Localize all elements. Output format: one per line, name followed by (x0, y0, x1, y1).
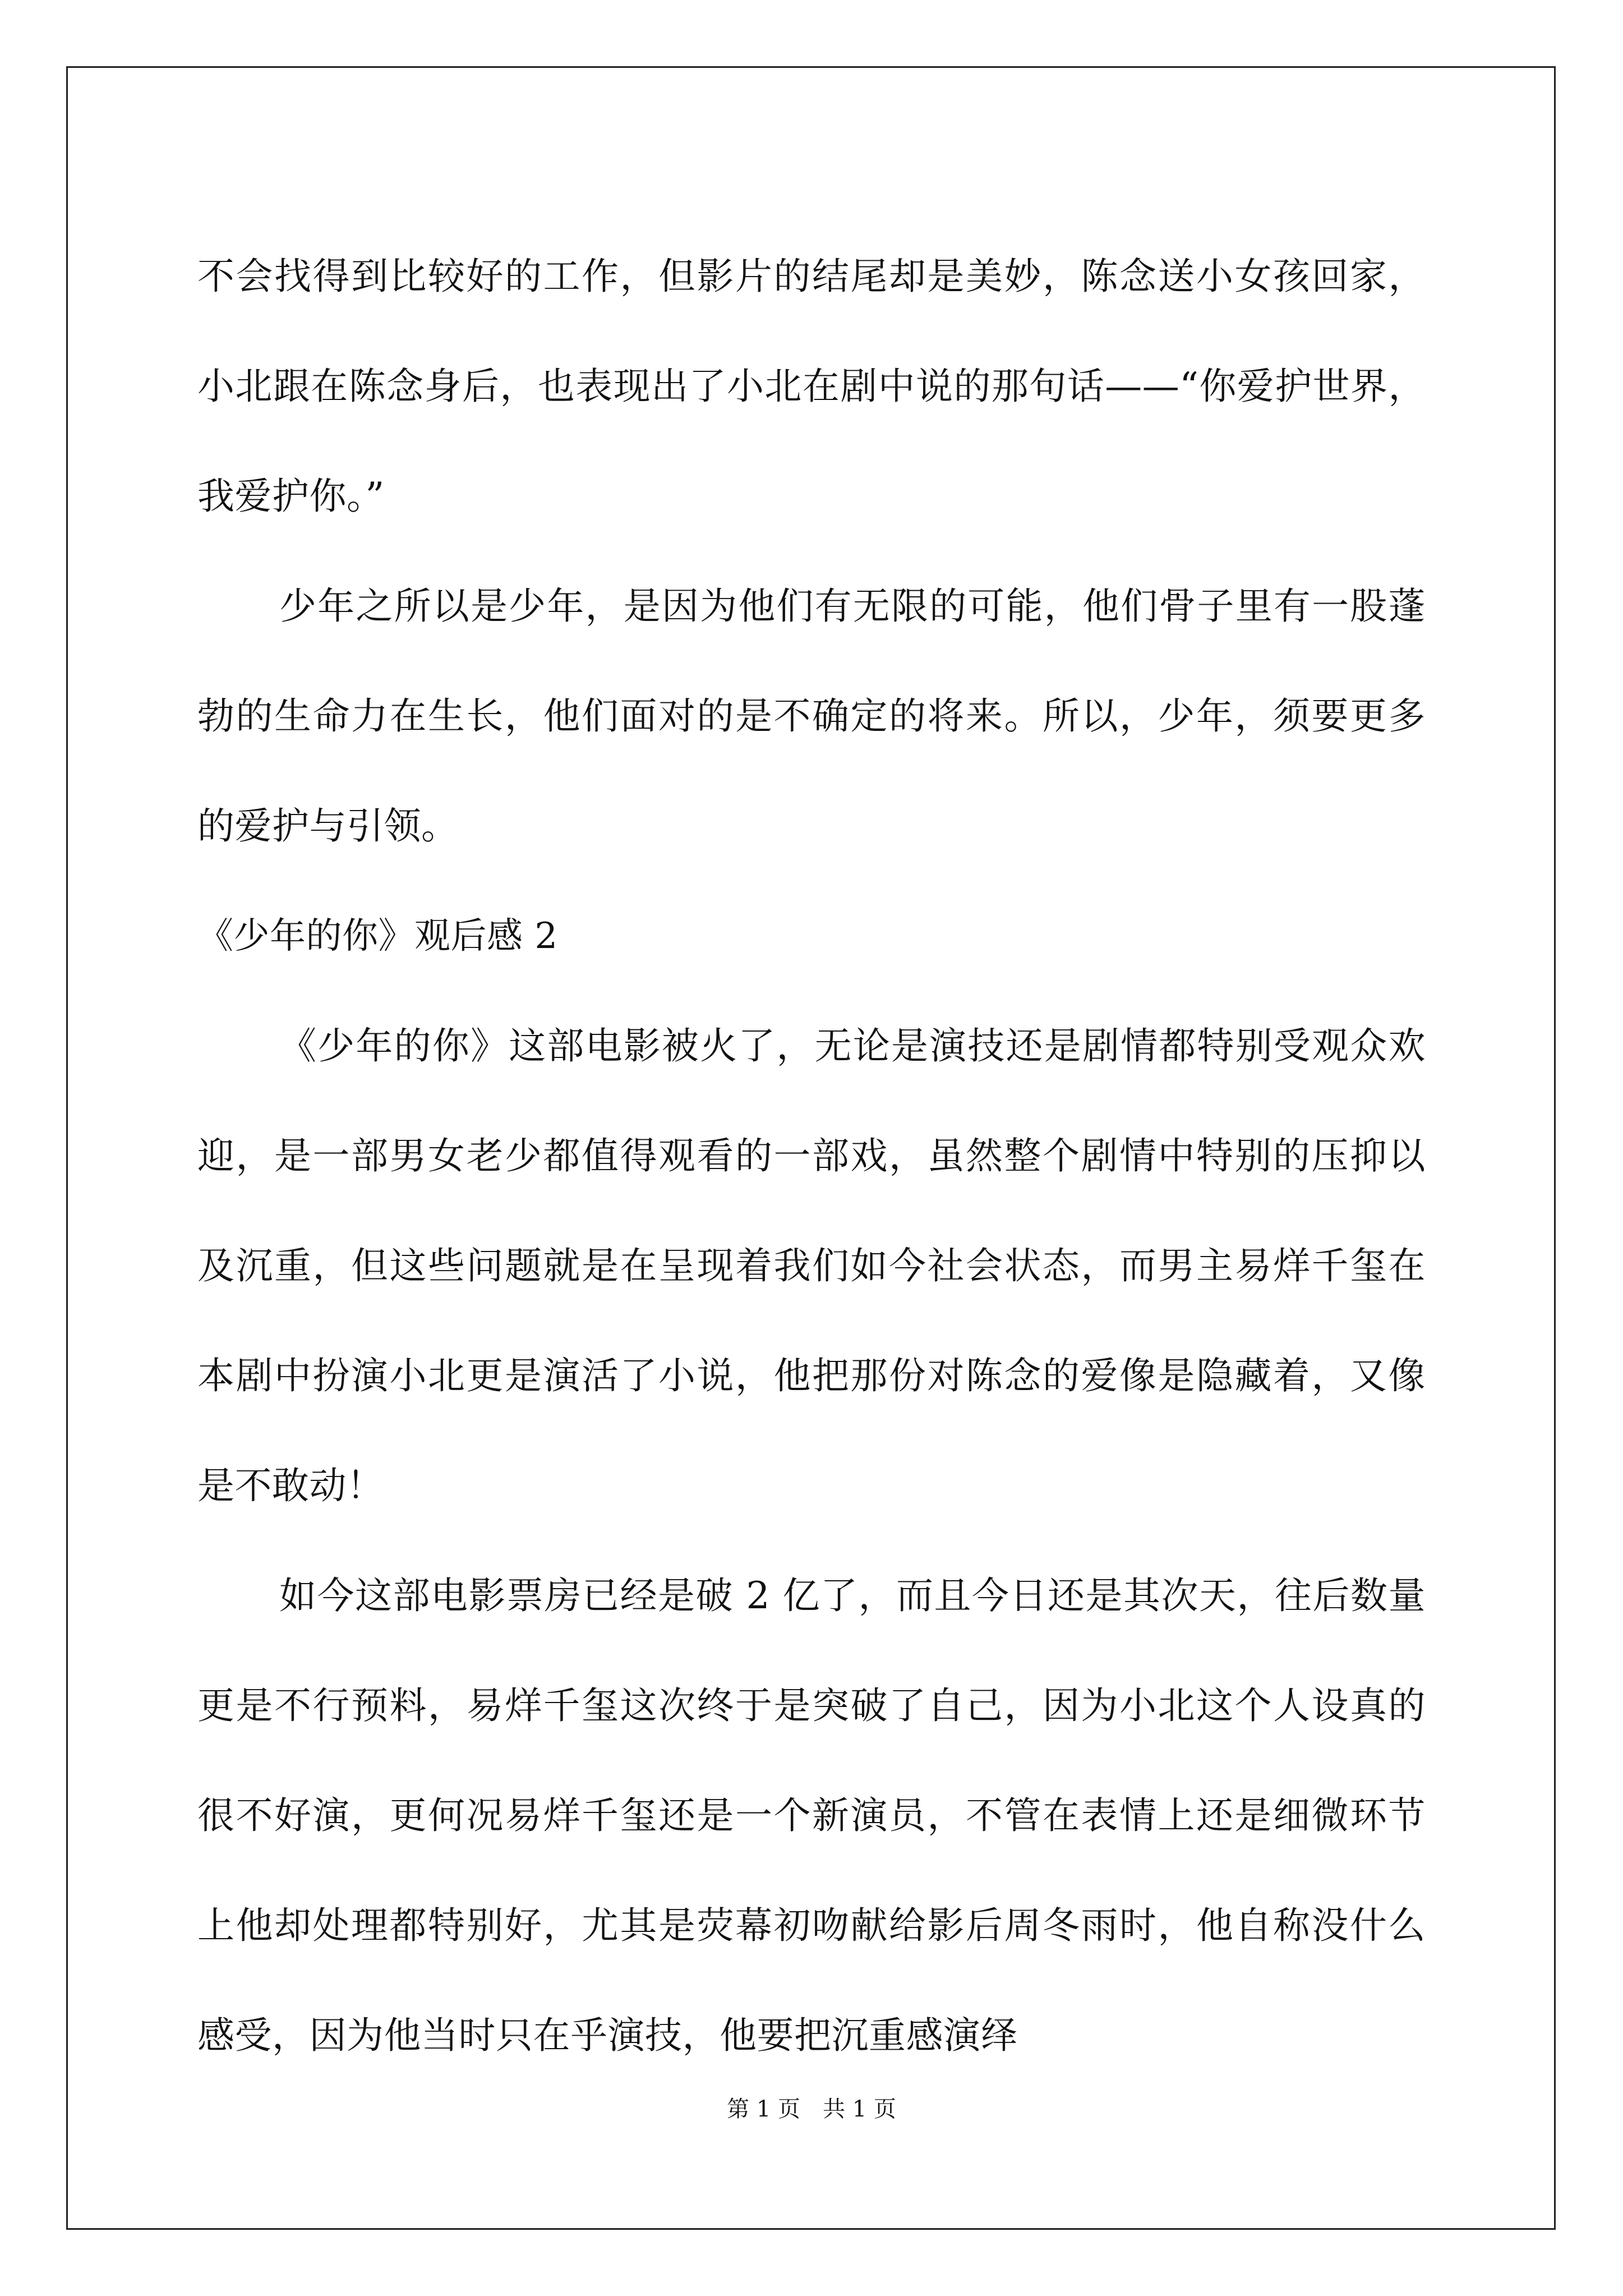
paragraph-4: 如今这部电影票房已经是破 2 亿了，而且今日还是其次天，往后数量更是不行预料，易烊千玺这次终于是突破了自己，因为小北这个人设真的很不好演，更何况易烊千玺还是一个新演员，不管在表情上还是细微环节上他却处理都特别好，尤其是荧幕初吻献给影后周冬雨时，他自称没什么感受，因为他当时只在乎演技，他要把沉重感演绎 (197, 1574, 1426, 2057)
paragraph-2: 少年之所以是少年，是因为他们有无限的可能，他们骨子里有一股蓬勃的生命力在生长，他们面对的是不确定的将来。所以，少年，须要更多的爱护与引领。 (197, 585, 1426, 848)
paragraph-3: 《少年的你》这部电影被火了，无论是演技还是剧情都特别受观众欢迎，是一部男女老少都值得观看的一部戏，虽然整个剧情中特别的压抑以及沉重，但这些问题就是在呈现着我们如今社会状态，而男主易烊千玺在本剧中扮演小北更是演活了小说，他把那份对陈念的爱像是隐藏着，又像是不敢动！ (197, 1024, 1426, 1507)
page-footer: 第 1 页 共 1 页 (727, 2096, 896, 2122)
document-body (197, 222, 1426, 2091)
section-heading: 《少年的你》观后感 2 (197, 915, 558, 957)
paragraph-1: 不会找得到比较好的工作，但影片的结尾却是美妙，陈念送小女孩回家，小北跟在陈念身后，也表现出了小北在剧中说的那句话——“你爱护世界，我爱护你。” (197, 255, 1426, 518)
